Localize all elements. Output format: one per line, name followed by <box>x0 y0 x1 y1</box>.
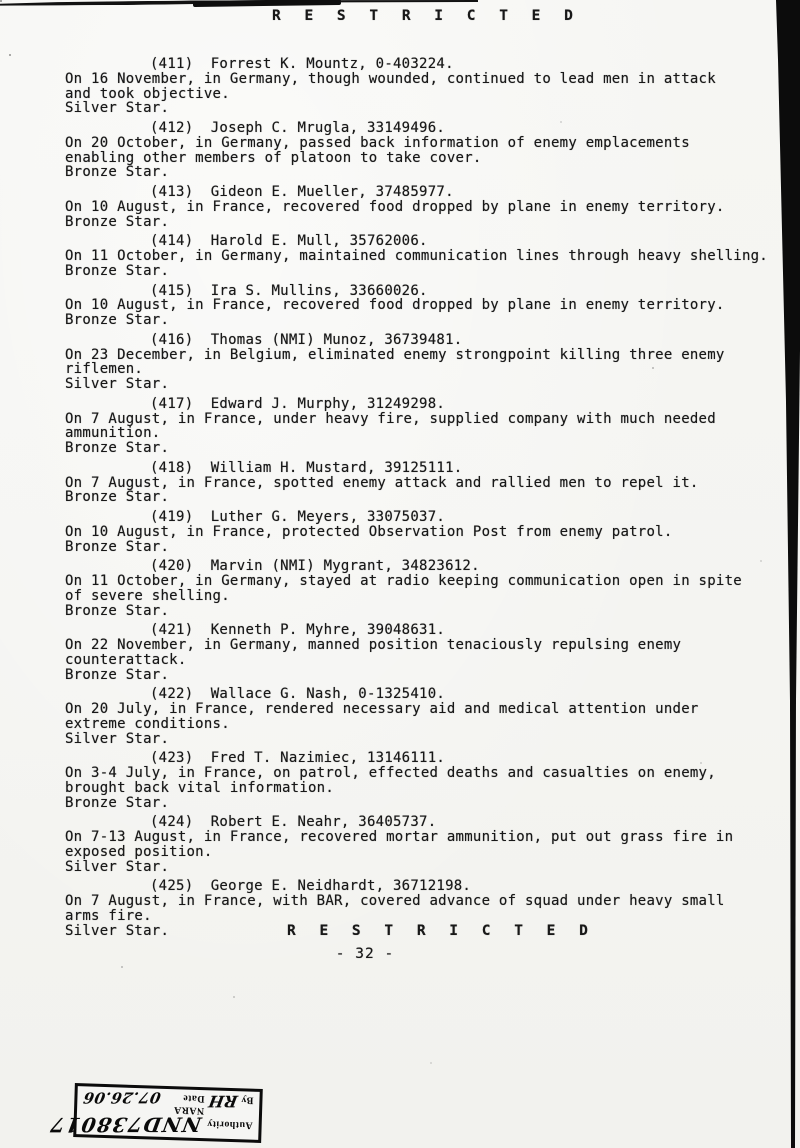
citation-entry <box>65 57 765 116</box>
entry-header-line: (422) Wallace G. Nash, 0-1325410. <box>150 686 446 703</box>
award-label: Silver Star. <box>65 730 170 747</box>
citation-text-line: enabling other members of platoon to take cover. <box>65 149 482 166</box>
entry-header-line: (420) Marvin (NMI) Mygrant, 34823612. <box>150 558 480 575</box>
award-label: Bronze Star. <box>65 164 170 181</box>
award-row <box>65 101 765 116</box>
citation-text-line: extreme conditions. <box>65 715 230 732</box>
award-row <box>65 165 765 180</box>
stamp-date-label: NARA Date <box>174 1092 205 1117</box>
citation-text-line: counterattack. <box>65 651 187 668</box>
citation-list <box>65 56 768 939</box>
citation-entry <box>65 333 765 392</box>
page-number: - 32 - <box>335 946 395 962</box>
citation-text-line: On 23 December, in Belgium, eliminated enemy strongpoint killing three enemy <box>65 346 725 363</box>
citation-text-line: On 10 August, in France, recovered food dropped by plane in enemy territory. <box>65 198 725 215</box>
citation-text-line: On 7-13 August, in France, recovered mortar ammunition, put out grass fire in <box>65 829 734 845</box>
citation-text-line: arms fire. <box>65 907 152 924</box>
award-row <box>65 668 765 683</box>
citation-text-line: On 11 October, in Germany, maintained communication lines through heavy shelling. <box>65 248 768 264</box>
citation-entry <box>65 751 765 810</box>
citation-text-line: On 20 October, in Germany, passed back information of enemy emplacements <box>65 134 690 151</box>
citation-text-line: On 16 November, in Germany, though wounded, continued to lead men in attack <box>65 70 716 87</box>
entry-header-line: (416) Thomas (NMI) Munoz, 36739481. <box>150 331 463 348</box>
award-label: Bronze Star. <box>65 312 170 328</box>
citation-entry <box>65 510 765 554</box>
citation-text-line: On 22 November, in Germany, manned position tenaciously repulsing enemy <box>65 637 682 653</box>
entry-header-line: (414) Harold E. Mull, 35762006. <box>150 233 428 250</box>
citation-entry <box>65 121 765 180</box>
scan-artifact-right-edge <box>774 0 800 1148</box>
citation-entry <box>65 185 765 229</box>
entry-header-line: (415) Ira S. Mullins, 33660026. <box>150 282 428 299</box>
citation-entry <box>65 233 768 279</box>
award-row <box>65 860 765 875</box>
citation-text-line: On 7 August, in France, spotted enemy attack and rallied men to repel it. <box>65 474 699 491</box>
entry-header-line: (417) Edward J. Murphy, 31249298. <box>150 395 446 412</box>
award-label: Bronze Star. <box>65 666 170 683</box>
stamp-by-label: By <box>240 1094 254 1106</box>
citation-text-line: On 3-4 July, in France, on patrol, effected deaths and casualties on enemy, <box>65 765 716 781</box>
entry-header-line: (411) Forrest K. Mountz, 0-403224. <box>150 56 454 72</box>
scan-specks <box>0 0 2 2</box>
entry-header-line: (418) William H. Mustard, 39125111. <box>150 459 463 476</box>
award-row <box>65 490 765 505</box>
citation-text-line: On 20 July, in France, rendered necessary aid and medical attention under <box>65 701 699 717</box>
citation-text-line: riflemen. <box>65 361 144 378</box>
award-label: Bronze Star. <box>65 602 170 619</box>
award-row <box>65 796 765 811</box>
entry-header-line: (413) Gideon E. Mueller, 37485977. <box>150 184 454 200</box>
award-row <box>65 604 765 619</box>
stamp-by-initials: RH <box>206 1091 239 1111</box>
citation-text-line: ammunition. <box>65 425 161 442</box>
entry-header-line: (423) Fred T. Nazimiec, 13146111. <box>150 750 446 767</box>
entry-header-line: (419) Luther G. Meyers, 33075037. <box>150 509 446 525</box>
award-row <box>65 540 765 555</box>
citation-entry <box>65 559 765 618</box>
award-row <box>65 215 765 230</box>
award-row <box>65 732 765 747</box>
citation-text-line: of severe shelling. <box>65 587 230 604</box>
citation-entry <box>65 687 765 746</box>
citation-text-line: and took objective. <box>65 85 230 102</box>
award-row <box>65 924 765 939</box>
award-label: Bronze Star. <box>65 262 170 279</box>
award-row <box>65 264 765 279</box>
classification-footer: R E S T R I C T E D <box>287 922 596 939</box>
stamp-authority-row <box>47 1112 253 1138</box>
citation-text-line: On 11 October, in Germany, stayed at radio keeping communication open in spite <box>65 573 742 589</box>
entry-header-line: (421) Kenneth P. Myhre, 39048631. <box>150 622 446 639</box>
scan-artifact-top-smudge <box>193 0 341 7</box>
award-label: Bronze Star. <box>65 440 170 456</box>
citation-text-line: exposed position. <box>65 843 213 860</box>
entry-header-line: (412) Joseph C. Mrugla, 33149496. <box>150 120 446 136</box>
stamp-date-value: 07.26.06 <box>81 1088 163 1107</box>
award-label: Bronze Star. <box>65 489 170 506</box>
stamp-authority-number: NND738017 <box>47 1112 204 1137</box>
citation-entry <box>65 284 765 328</box>
declassification-stamp <box>47 1083 263 1143</box>
citation-text-line: On 10 August, in France, recovered food dropped by plane in enemy territory. <box>65 297 725 314</box>
entry-header-line: (424) Robert E. Neahr, 36405737. <box>150 814 437 831</box>
award-row <box>65 313 765 328</box>
award-label: Bronze Star. <box>65 794 170 811</box>
award-label: Silver Star. <box>65 858 170 875</box>
citation-text-line: On 7 August, in France, under heavy fire, supplied company with much needed <box>65 410 716 427</box>
entry-header-line: (425) George E. Neidhardt, 36712198. <box>150 878 472 895</box>
citation-text-line: On 10 August, in France, protected Observation Post from enemy patrol. <box>65 523 673 540</box>
citation-entry <box>65 461 765 505</box>
award-label: Bronze Star. <box>65 213 170 230</box>
award-row <box>65 377 765 392</box>
award-row <box>65 441 765 456</box>
award-label: Bronze Star. <box>65 538 170 555</box>
citation-entry <box>65 815 765 874</box>
citation-entry <box>65 623 765 682</box>
award-label: Silver Star. <box>65 922 170 939</box>
stamp-authority-label: Authority <box>206 1118 253 1131</box>
classification-header: R E S T R I C T E D <box>272 8 581 24</box>
citation-text-line: On 7 August, in France, with BAR, covered advance of squad under heavy small <box>65 893 725 909</box>
citation-text-line: brought back vital information. <box>65 779 335 796</box>
award-label: Silver Star. <box>65 376 170 392</box>
award-label: Silver Star. <box>65 100 170 117</box>
citation-entry <box>65 397 765 456</box>
citation-entry <box>65 879 765 938</box>
